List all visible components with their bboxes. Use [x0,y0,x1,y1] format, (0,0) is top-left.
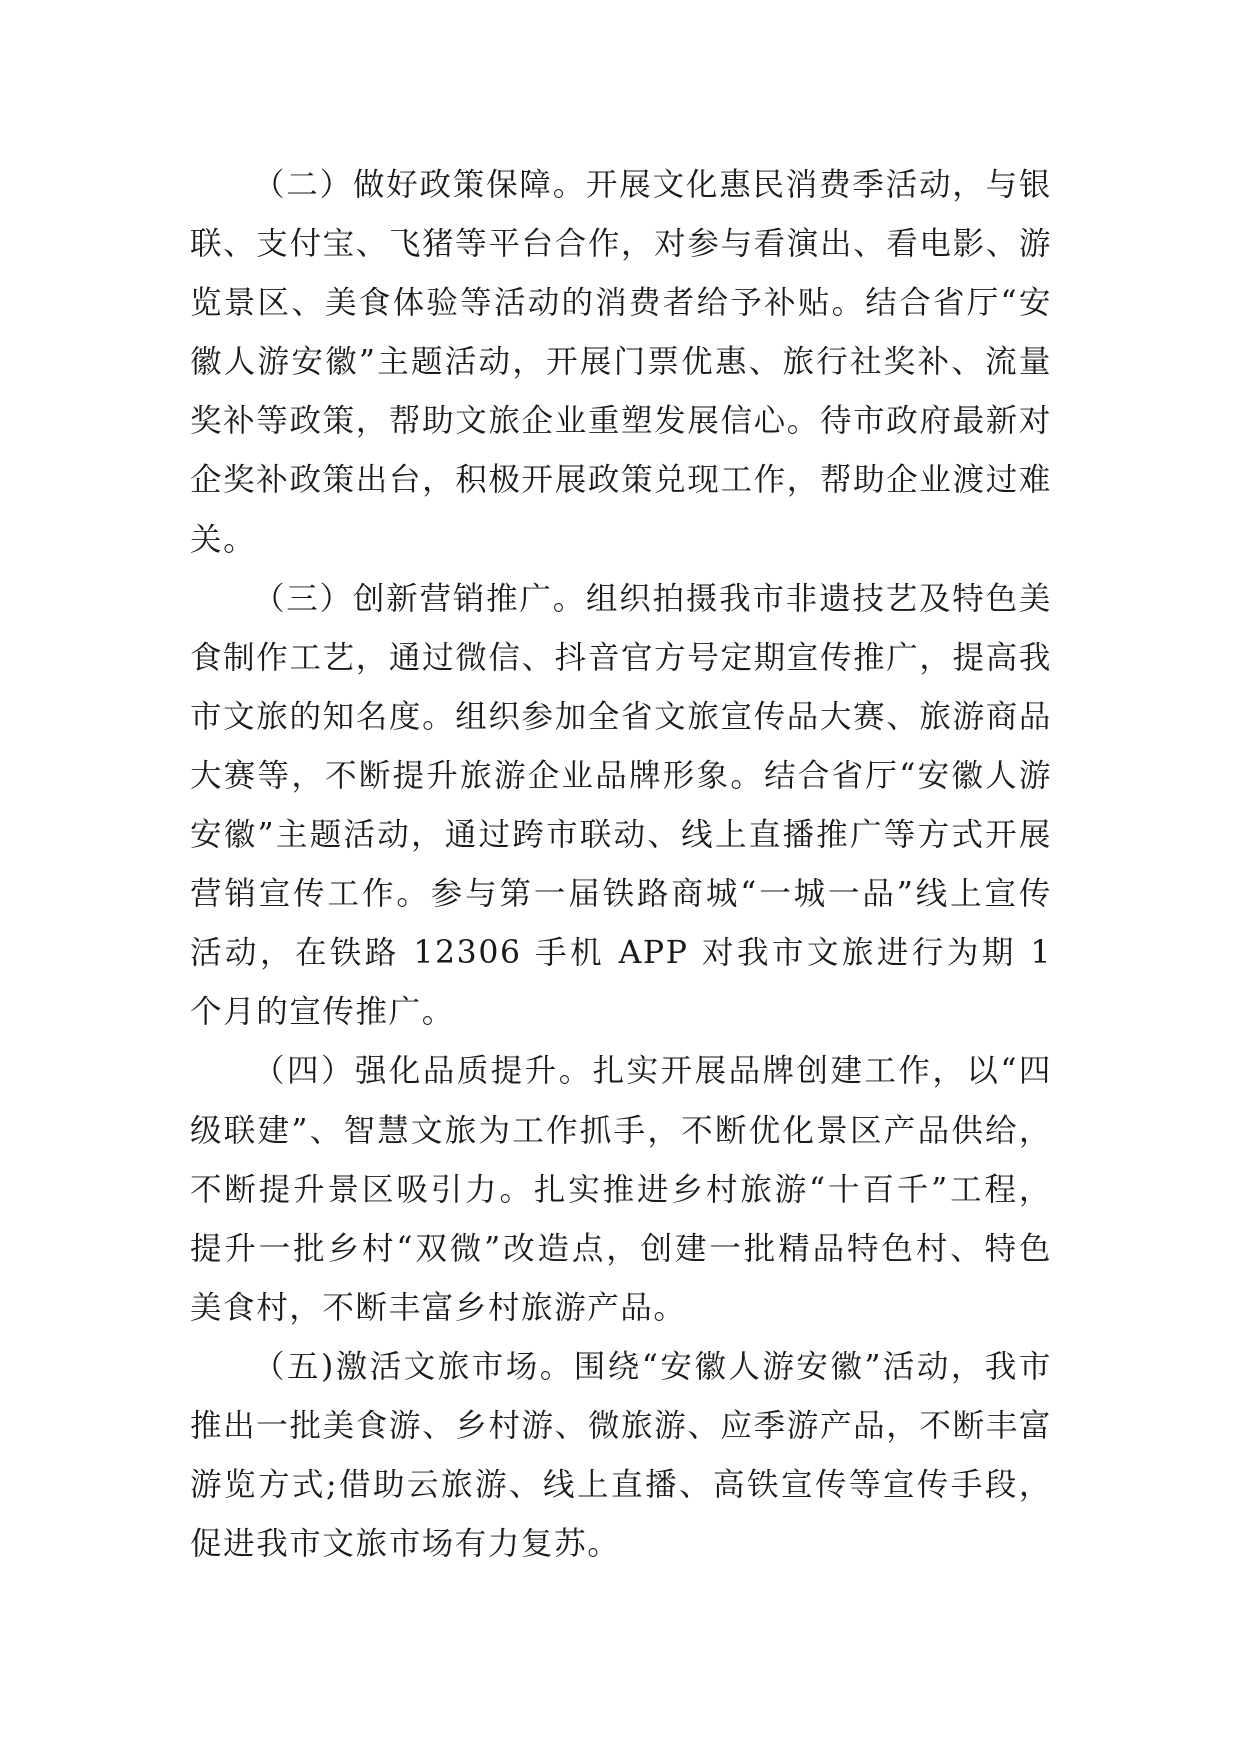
paragraph-policy-guarantee: （二）做好政策保障。开展文化惠民消费季活动，与银联、支付宝、飞猪等平台合作，对参与看演出、看电影、游览景区、美食体验等活动的消费者给予补贴。结合省厅“安徽人游安徽”主题活动，开展门票优惠、旅行社奖补、流量奖补等政策，帮助文旅企业重塑发展信心。待市政府最新对企奖补政策出台，积极开展政策兑现工作，帮助企业渡过难关。 [190,167,1052,558]
document-body [190,156,1052,1574]
paragraph-activate-market: （五)激活文旅市场。围绕“安徽人游安徽”活动，我市推出一批美食游、乡村游、微旅游、应季游产品，不断丰富游览方式;借助云旅游、线上直播、高铁宣传等宣传手段，促进我市文旅市场有力复苏。 [190,1348,1052,1563]
paragraph-marketing-promotion: （三）创新营销推广。组织拍摄我市非遗技艺及特色美食制作工艺，通过微信、抖音官方号定期宣传推广，提高我市文旅的知名度。组织参加全省文旅宣传品大赛、旅游商品大赛等，不断提升旅游企业品牌形象。结合省厅“安徽人游安徽”主题活动，通过跨市联动、线上直播推广等方式开展营销宣传工作。参与第一届铁路商城“一城一品”线上宣传活动，在铁路 12306 手机 APP 对我市文旅进行为期 1 个月的宣传推广。 [190,580,1052,1031]
paragraph-quality-improvement: （四）强化品质提升。扎实开展品牌创建工作，以“四级联建”、智慧文旅为工作抓手，不断优化景区产品供给，不断提升景区吸引力。扎实推进乡村旅游“十百千”工程，提升一批乡村“双微”改造点，创建一批精品特色村、特色美食村，不断丰富乡村旅游产品。 [190,1053,1052,1326]
